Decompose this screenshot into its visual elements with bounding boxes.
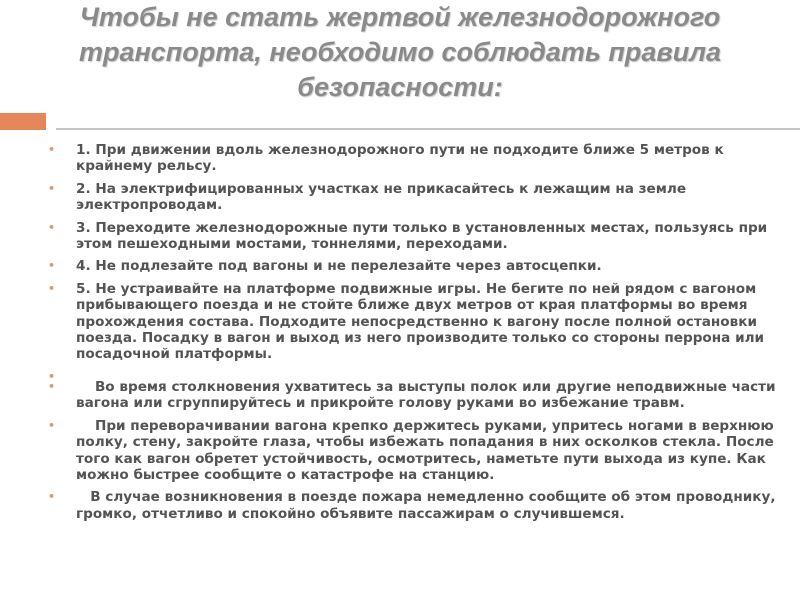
bullet-icon: •: [48, 259, 56, 273]
list-item: [48, 181, 796, 214]
list-item: [48, 142, 796, 175]
bullet-icon: •: [48, 281, 56, 295]
list-item: [48, 379, 796, 412]
list-item-text: 3. Переходите железнодорожные пути только в установленных местах, пользуясь при этом пешеходными мостами, тоннелями, переходами.: [76, 219, 768, 253]
bullet-icon: •: [48, 379, 56, 393]
bullet-icon: •: [48, 418, 56, 432]
safety-rules-list: [48, 142, 796, 528]
bullet-icon: •: [48, 490, 56, 504]
list-item: [48, 281, 796, 363]
bullet-icon: •: [48, 181, 56, 195]
list-item-text: 1. При движении вдоль железнодорожного пути не подходите ближе 5 метров к крайнему рельсу.: [76, 142, 724, 175]
list-item-text: 5. Не устраивайте на платформе подвижные игры. Не бегите по ней рядом с вагоном прибывающего поезда и не стойте ближе двух метров от края платформы во время прохождения состава. Подходите непосредственно к вагону после полной остановки поезда. Посадку в вагон и выход из него производите только со стороны перрона или посадочной платформы.: [76, 280, 765, 363]
list-item-text: В случае возникновения в поезде пожара немедленно сообщите об этом проводнику, громко, отчетливо и спокойно объявите пассажирам о случившемся.: [76, 489, 781, 522]
list-item-text: Во время столкновения ухватитесь за выступы полок или другие неподвижные части вагона или сгруппируйтесь и прикройте голову руками во избежание травм.: [76, 378, 781, 412]
bullet-icon: •: [48, 369, 56, 383]
empty-list-item: [48, 369, 796, 383]
bullet-icon: •: [48, 143, 56, 156]
bullet-icon: •: [48, 220, 56, 234]
list-item-text: При переворачивании вагона крепко держитесь руками, упритесь ногами в верхнюю полку, стену, закройте глаза, чтобы избежать попадания в них осколков стекла. После того как вагон обретет устойчивость, осмотритесь, наметьте пути выхода из купе. Как можно быстрее сообщите о катастрофе на станцию.: [76, 417, 779, 483]
list-item: [48, 220, 796, 253]
list-item: [48, 258, 796, 274]
list-item: [48, 418, 796, 484]
list-item: [48, 489, 796, 522]
slide-title: Чтобы не стать жертвой железнодорожного транспорта, необходимо соблюдать правила безопасности:: [78, 2, 722, 102]
title-divider: [56, 128, 800, 130]
list-item-text: 4. Не подлезайте под вагоны и не перелезайте через автосцепки.: [76, 258, 602, 275]
list-item-text: 2. На электрифицированных участках не прикасайтесь к лежащим на земле электропроводам.: [76, 180, 687, 214]
accent-bar: [0, 113, 46, 130]
